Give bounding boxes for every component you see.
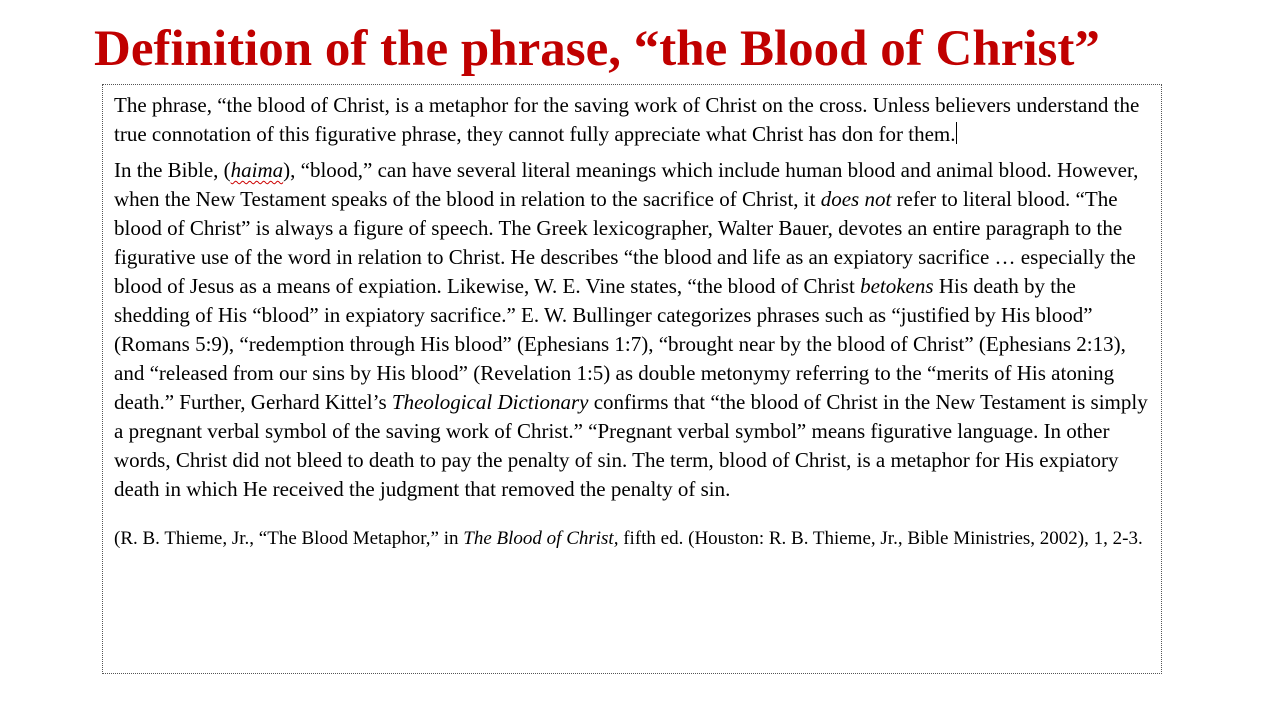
citation-text-1: (R. B. Thieme, Jr., “The Blood Metaphor,” in bbox=[114, 528, 464, 549]
emphasis-does-not: does not bbox=[820, 187, 892, 211]
greek-word-haima: haima bbox=[230, 158, 284, 182]
paragraph-body bbox=[114, 156, 1151, 504]
citation-book-title: The Blood of Christ, bbox=[463, 528, 619, 549]
paragraph-intro bbox=[114, 91, 1151, 149]
book-title-theological-dictionary: Theological Dictionary bbox=[391, 390, 589, 414]
text-cursor bbox=[956, 122, 957, 144]
citation bbox=[114, 526, 1151, 552]
slide-title: Definition of the phrase, “the Blood of Christ” bbox=[94, 21, 1100, 77]
citation-text-2: fifth ed. (Houston: R. B. Thieme, Jr., Bible Ministries, 2002), 1, 2-3. bbox=[618, 528, 1143, 549]
body-text-4: His death by the shedding of His “blood” in expiatory sacrifice.” E. W. Bullinger categorizes phrases such as “justified by His blood” (Romans 5:9), “redemption through His blood” (Ephesians 1:7), “brought near by the blood of Christ” (Ephesians 2:13), and “released from our sins by His blood” (Revelation 1:5) as double metonymy referring to the “merits of His atoning death.” Further, Gerhard Kittel’s bbox=[114, 274, 1126, 414]
body-text-1: In the Bible, ( bbox=[114, 158, 231, 182]
body-text-2: ), “blood,” can have several literal meanings which include human blood and animal blood. However, when the New Testament speaks of the blood in relation to the sacrifice of Christ, it bbox=[114, 158, 1139, 211]
body-text-5: confirms that “the blood of Christ in the New Testament is simply a pregnant verbal symbol of the saving work of Christ.” “Pregnant verbal symbol” means figurative language. In other words, Christ did not bleed to death to pay the penalty of sin. The term, blood of Christ, is a metaphor for His expiatory death in which He received the judgment that removed the penalty of sin. bbox=[114, 390, 1148, 501]
emphasis-betokens: betokens bbox=[860, 274, 934, 298]
intro-text: The phrase, “the blood of Christ, is a metaphor for the saving work of Christ on the cross. Unless believers understand the true connotation of this figurative phrase, they cannot fully appreciate what Christ has don for them. bbox=[114, 93, 1140, 146]
quote-text-box[interactable] bbox=[102, 84, 1162, 674]
body-text-3: refer to literal blood. “The blood of Christ” is always a figure of speech. The Greek lexicographer, Walter Bauer, devotes an entire paragraph to the figurative use of the word in relation to Christ. He describes “the blood and life as an expiatory sacrifice … especially the blood of Jesus as a means of expiation. Likewise, W. E. Vine states, “the blood of Christ bbox=[114, 187, 1136, 298]
